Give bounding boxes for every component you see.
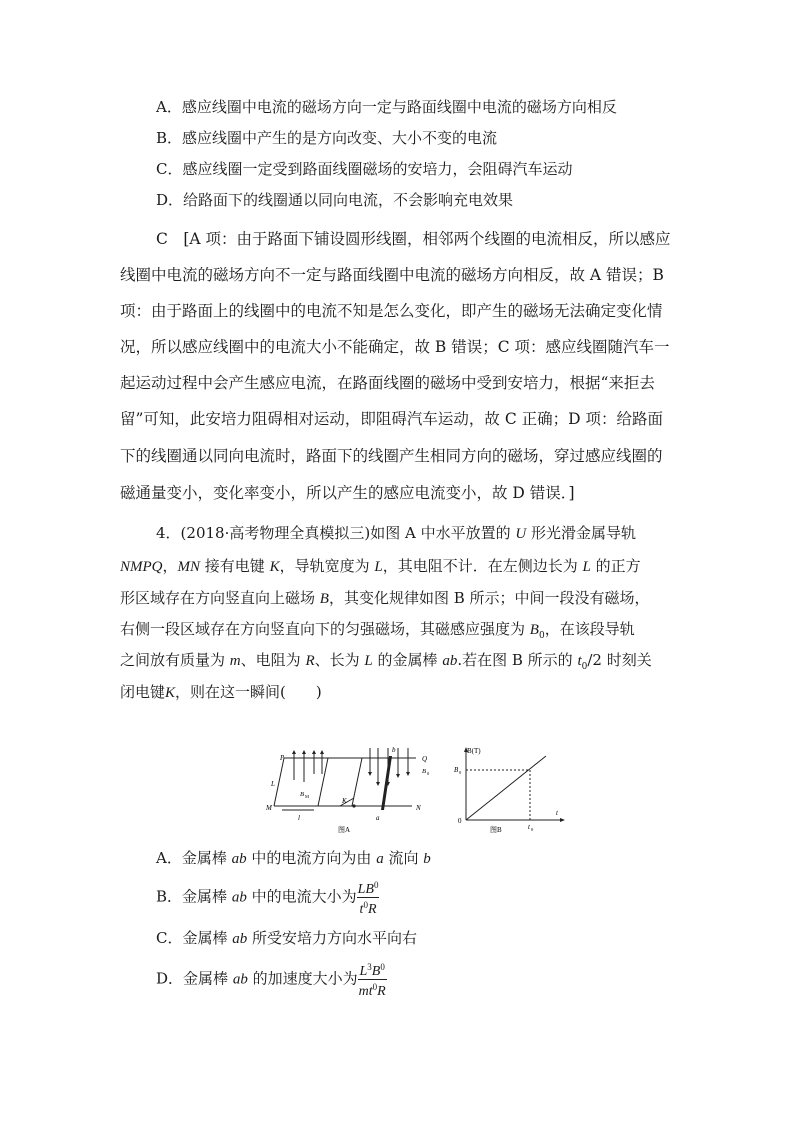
question-text: 的金属棒 [377,651,438,669]
option-text: 所受安培力方向水平向右 [252,929,418,947]
var-r: R [305,653,315,669]
question-text: 闭电键 [120,683,166,701]
var-ab: ab [232,971,248,988]
question-source: (2018·高考物理全真模拟三) [180,524,371,542]
fraction-denominator: R [367,902,377,917]
option-text: 中的电流大小为 [251,887,357,906]
figure-a [258,744,444,836]
option-text: B．金属棒 [156,887,228,906]
answer-line: 项：由于路面上的线圈中的电流不知是怎么变化，即产生的磁场无法确定变化情 [120,302,663,320]
option-text: A．金属棒 [156,849,227,867]
fig-label: M [305,794,310,799]
fig-label: P [280,754,285,762]
superscript: 0 [373,880,379,890]
var-l: L [364,653,373,669]
fig-label: B [300,791,304,798]
var-k: K [269,559,280,575]
option-b: B．感应线圈中产生的是方向改变、大小不变的电流 [156,129,498,147]
question-text: 的正方 [595,557,641,575]
question-text: 之间放有质量为 [120,651,226,669]
var-k: K [165,685,176,701]
question-text: 形区域存在方向竖直向上磁场 [120,589,316,607]
option-text: 的加速度大小为 [252,969,358,988]
fig-label: 0 [458,817,462,825]
question-text: ，其电阻不计．在左侧边长为 [382,557,578,575]
answer-line: 线圈中电流的磁场方向不一定与路面线圈中电流的磁场方向相反，故 A 错误；B [120,266,664,284]
fraction-numerator: LB [357,882,374,897]
fig-label: K [342,797,347,805]
superscript: 3 [367,962,372,972]
question-text: ，则在这一瞬间( ) [175,683,322,701]
question-text: /2 时刻关 [587,651,652,669]
question-text: .若在图 B 所示的 [457,651,573,669]
option-text: C．金属棒 [156,929,228,947]
var-ab: ab [231,851,247,867]
question-line [156,523,636,544]
var-ab: ab [442,653,458,669]
fig-label: M [266,804,272,812]
fraction [358,960,387,999]
option-b [156,878,379,917]
question-text: 右侧一段区域存在方向竖直向下的匀强磁场，其磁感应强度为 [120,620,526,638]
answer-line: 况，所以感应线圈中的电流大小不能确定，故 B 错误；C 项：感应线圈随汽车一 [120,338,670,356]
option-text: 流向 [388,849,419,867]
question-text: 接有电键 [204,557,265,575]
option-text: D．金属棒 [156,969,229,988]
question-text: ，在该段导轨 [544,620,635,638]
option-a [156,848,431,869]
question-line [120,588,650,609]
fig-label: 0 [427,771,430,776]
fig-label: N [416,804,421,812]
question-text: 、电阻为 [240,651,301,669]
question-text: ，导轨宽度为 [279,557,370,575]
superscript: 0 [380,962,385,972]
figure-caption: 图B [490,826,502,834]
superscript: 0 [363,900,368,910]
fig-label: 0 [531,827,534,832]
fig-label: b [392,746,396,754]
var-b0: B [529,622,539,638]
var-t0: t [577,653,582,669]
fig-label: l [298,814,300,822]
question-text: 如图 A 中水平放置的 [370,524,511,542]
var-ab: ab [231,889,247,906]
question-number: 4． [156,524,181,542]
question-line [120,619,635,646]
answer-line: 起运动过程中会产生感应电流，在路面线圈的磁场中受到安培力，根据“来拒去 [120,374,655,392]
question-line [120,682,322,703]
fig-label: 0 [459,770,462,775]
answer-line: C [A 项：由于路面下铺设圆形线圈，相邻两个线圈的电流相反，所以感应 [156,230,671,248]
fig-label: t [528,823,530,831]
answer-line: 下的线圈通以同向电流时，路面下的线圈产生相同方向的磁场，穿过感应线圈的 [120,447,663,465]
var-l: L [582,559,591,575]
var-l: L [374,559,383,575]
option-d: D．给路面下的线圈通以同向电流，不会影响充电效果 [156,191,514,209]
question-line [120,556,641,577]
fig-label: B [454,766,459,774]
superscript: 0 [372,982,378,992]
var-a: a [376,851,384,867]
figure-caption: 图A [338,826,351,834]
question-text: ， [162,557,178,575]
option-a: A．感应线圈中电流的磁场方向一定与路面线圈中电流的磁场方向相反 [156,98,617,116]
question-text: ，其变化规律如图 B 所示；中间一段没有磁场， [328,589,650,607]
fraction-numerator: L [359,964,368,979]
question-text: 、长为 [314,651,360,669]
fig-label: Q [422,755,428,763]
subscript: 0 [581,662,588,672]
fraction-numerator: B [371,964,381,979]
fraction-denominator: mt [358,984,373,999]
fraction [357,878,380,917]
fig-label: t [556,809,558,817]
fig-label: a [376,814,380,822]
subscript: 0 [538,631,545,641]
var-b: B [319,591,329,607]
var-mn: MN [177,559,201,575]
option-text: 中的电流方向为由 [251,849,372,867]
answer-line: 留”可知，此安培力阻碍相对运动，即阻碍汽车运动，故 C 正确；D 项：给路面 [120,410,663,428]
var-m: m [229,653,241,669]
option-c: C．感应线圈一定受到路面线圈磁场的安培力，会阻碍汽车运动 [156,160,573,178]
question-line [120,650,652,677]
fig-label: B(T) [467,747,481,755]
fraction-denominator: R [377,984,386,999]
answer-line: 磁通量变小，变化率变小，所以产生的感应电流变小，故 D 错误．] [120,484,575,502]
fig-label: L [271,780,275,788]
var-b: b [423,851,431,867]
question-text: 形光滑金属导轨 [530,524,636,542]
option-c [156,928,417,949]
option-d [156,960,387,999]
fig-label: B [422,768,426,775]
var-ab: ab [232,931,248,947]
var-u: U [515,526,527,542]
fraction-denominator: t [359,902,364,917]
figure-b [450,744,570,838]
var-nmpq: NMPQ [120,559,163,575]
